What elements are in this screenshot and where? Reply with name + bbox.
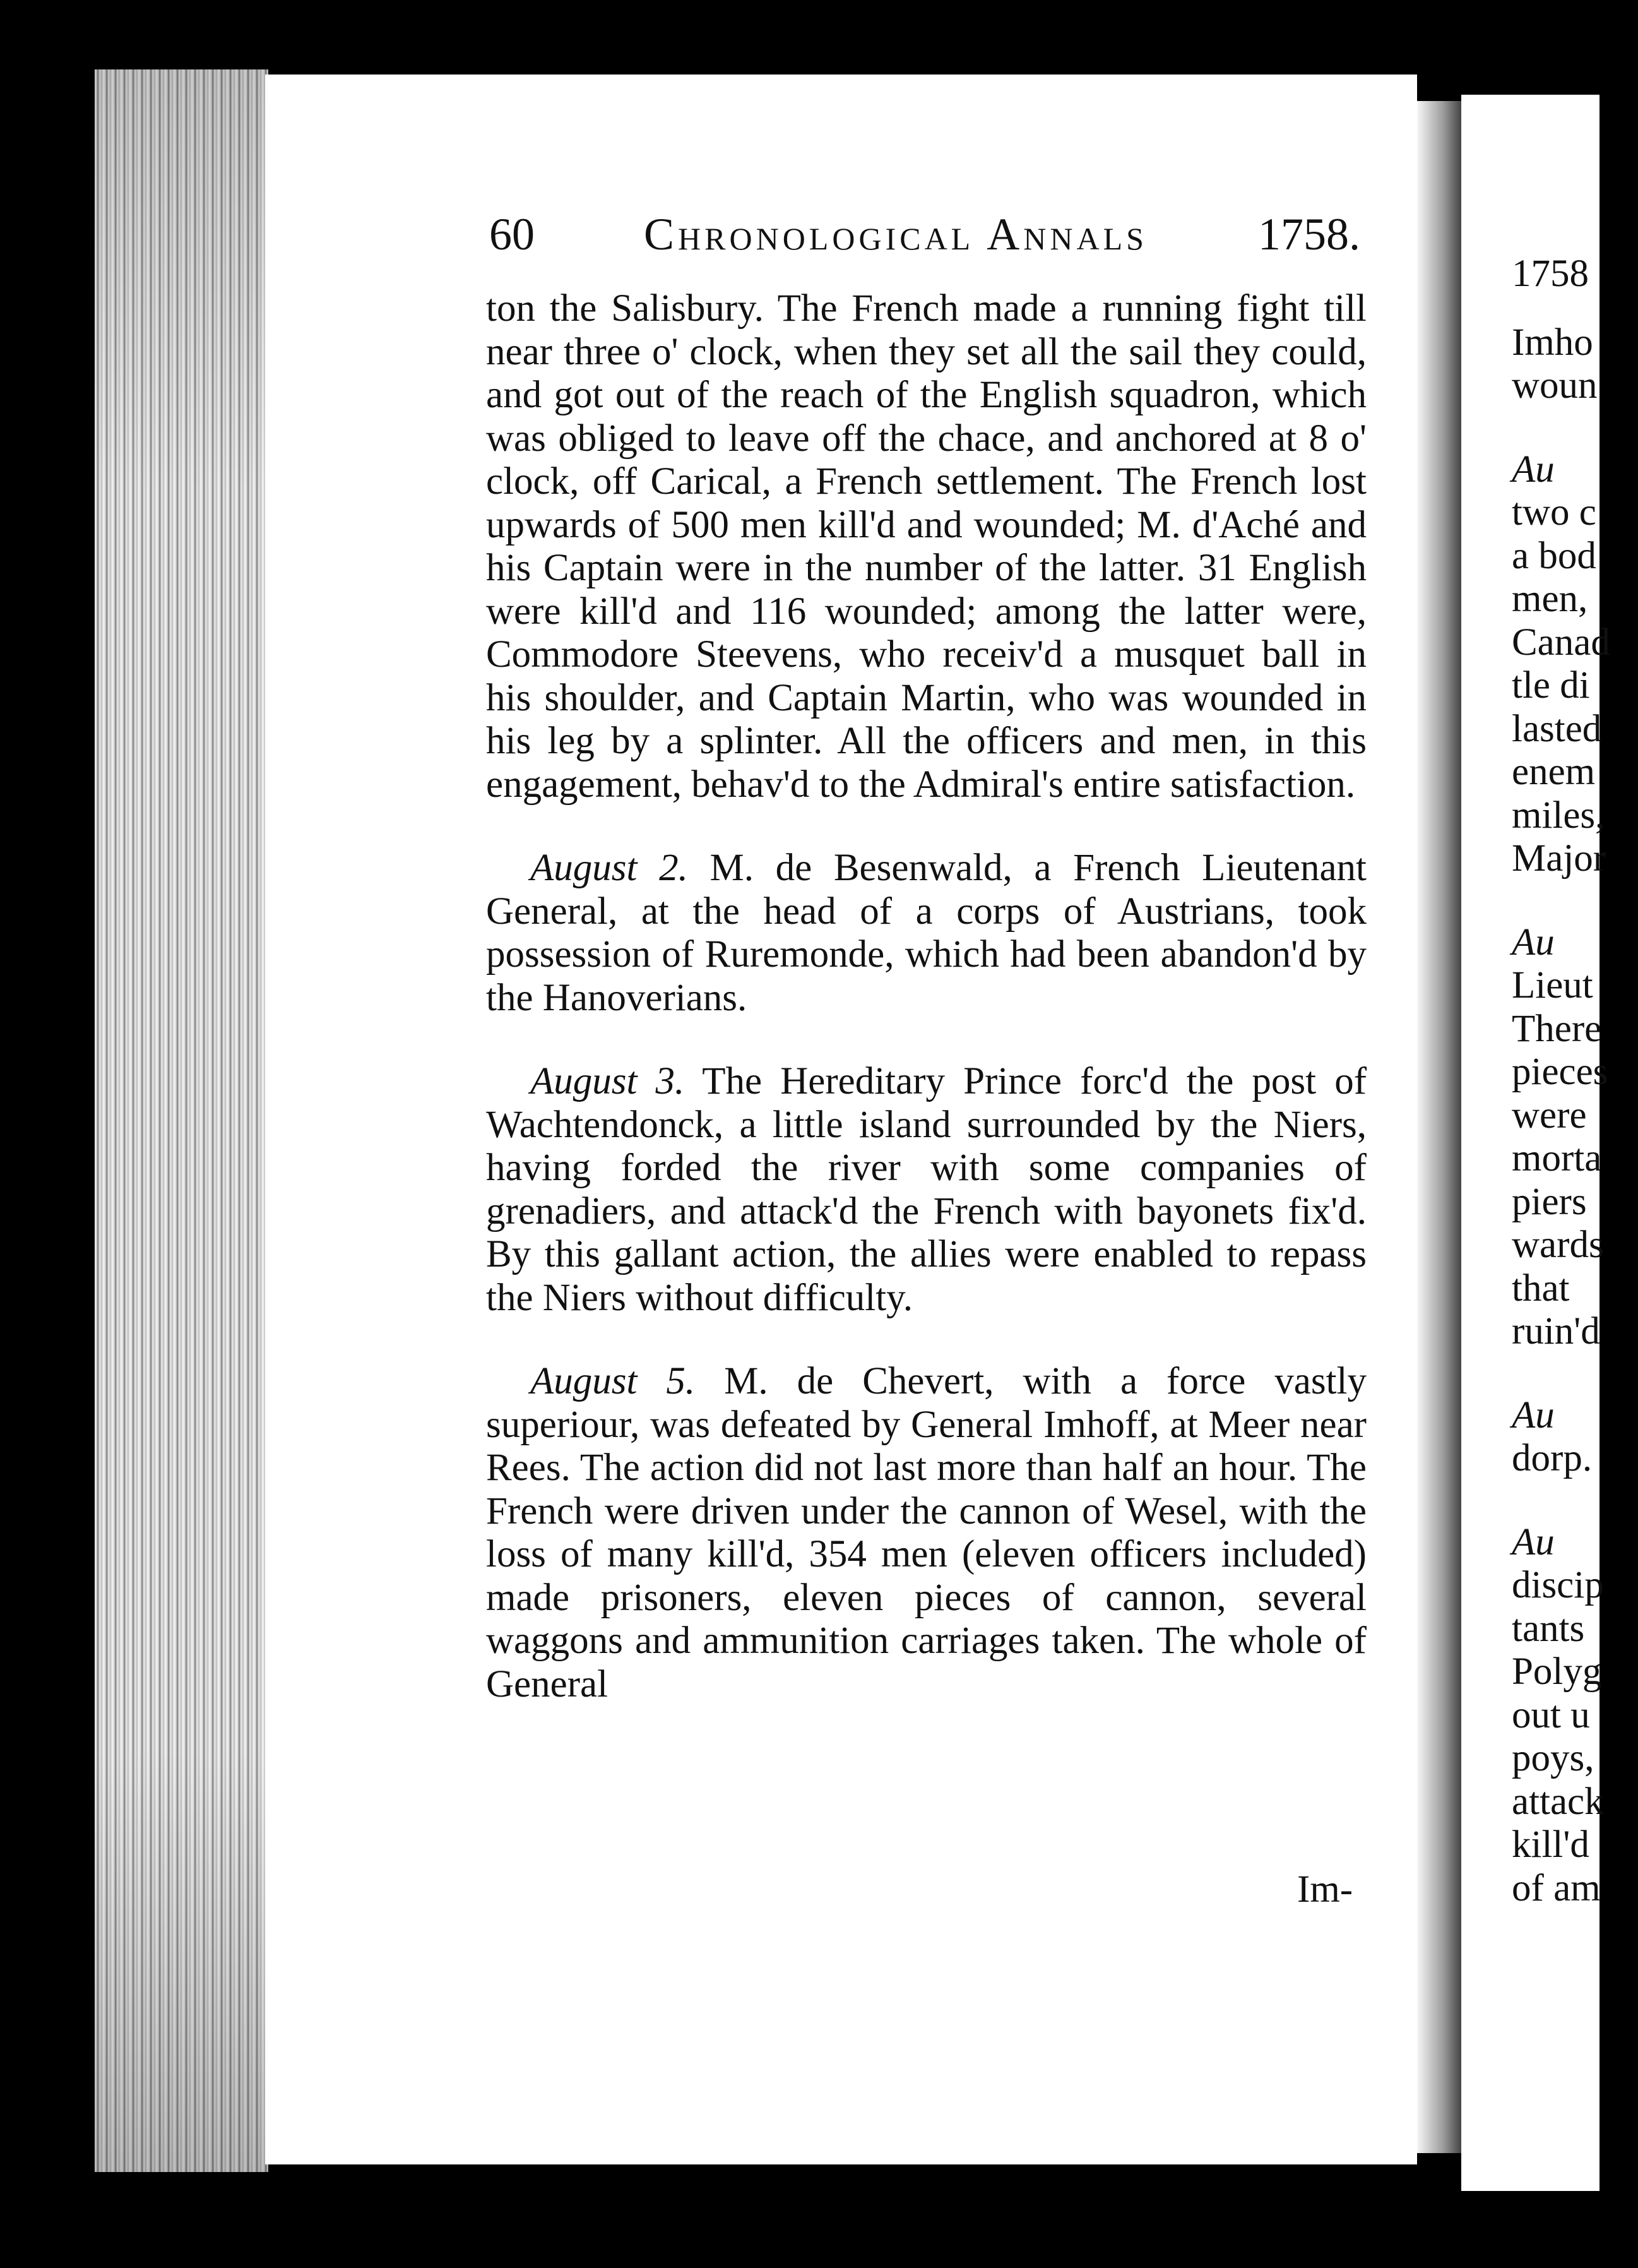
paragraph-continued	[486, 287, 1367, 806]
facing-line: wards	[1512, 1224, 1604, 1266]
facing-line: Au	[1512, 448, 1555, 491]
entry-august-3	[486, 1060, 1367, 1320]
entry-august-5	[486, 1360, 1367, 1706]
facing-gap	[1512, 881, 1638, 921]
facing-running-head: 1758	[1512, 253, 1589, 295]
facing-line: Au	[1512, 1520, 1555, 1563]
facing-line: Au	[1512, 921, 1555, 964]
facing-line: ruin'd	[1512, 1310, 1600, 1352]
facing-line: pieces	[1512, 1051, 1608, 1093]
facing-line: Lieut	[1512, 964, 1593, 1006]
facing-line: two c	[1512, 491, 1596, 534]
running-year: 1758.	[1258, 209, 1360, 260]
catchword: Im-	[1297, 1868, 1353, 1911]
paragraph-text: ton the Salisbury. The French made a running fight till near three o' clock, when they set all the sail they could, and got out of the reach of the English squadron, which was obliged to leave off the chace, and anchored at 8 o' clock, off Carical, a French settlement. The French lost upwards of 500 men kill'd and wounded; M. d'Aché and his Captain were in the number of the latter. 31 English were kill'd and 116 wounded; among the latter were, Commodore Steevens, who receiv'd a musquet ball in his shoulder, and Captain Martin, who was wounded in his leg by a splinter. All the officers and men, in this engagement, behav'd to the Admiral's entire satisfaction.	[486, 287, 1367, 806]
entry-august-2	[486, 847, 1367, 1020]
facing-line: attack	[1512, 1780, 1604, 1823]
facing-line: dorp.	[1512, 1437, 1593, 1479]
facing-line: lasted	[1512, 707, 1602, 750]
facing-line: morta	[1512, 1137, 1602, 1179]
facing-line: men,	[1512, 578, 1588, 620]
facing-line: Canad	[1512, 621, 1610, 664]
entry-text: M. de Besenwald, a French Lieutenant General, at the head of a corps of Austrians, took possession of Ruremonde, which had been abandon'd by the Hanoverians.	[486, 847, 1367, 1019]
facing-line: a bod	[1512, 534, 1596, 577]
facing-line: Major	[1512, 837, 1606, 880]
facing-gap	[1512, 408, 1638, 448]
page-number: 60	[489, 209, 535, 260]
page-block-edge	[95, 69, 268, 2172]
facing-line: poys,	[1512, 1737, 1594, 1779]
facing-line: tle di	[1512, 664, 1590, 707]
entry-date: August 2.	[530, 847, 688, 889]
facing-line: that	[1512, 1267, 1570, 1310]
facing-line: out u	[1512, 1693, 1590, 1736]
facing-gap	[1512, 1481, 1638, 1521]
facing-line: kill'd	[1512, 1823, 1589, 1866]
entry-date: August 3.	[530, 1060, 685, 1102]
facing-line: enem	[1512, 751, 1596, 793]
entry-text: M. de Chevert, with a force vastly superiour, was defeated by General Imhoff, at Meer near Rees. The action did not last more than half an hour. The French were driven under the cannon of Wesel, with the loss of many kill'd, 354 men (eleven officers included) made prisoners, eleven pieces of cannon, several waggons and ammunition carriages taken. The whole of General	[486, 1360, 1367, 1705]
facing-line: Polyg	[1512, 1650, 1602, 1693]
facing-gap	[1512, 1354, 1638, 1394]
entry-text: The Hereditary Prince forc'd the post of Wachtendonck, a little island surrounded by the Niers, having forded the river with some companies of grenadiers, and attack'd the French with bayonets fix'd. By this gallant action, the allies were enabled to repass the Niers without difficulty.	[486, 1060, 1367, 1319]
facing-line: discip	[1512, 1564, 1604, 1606]
facing-line: There	[1512, 1007, 1602, 1050]
facing-lines	[1512, 321, 1638, 1911]
entry-date: August 5.	[530, 1360, 696, 1402]
book-gutter	[1417, 101, 1461, 2153]
facing-line: of am	[1512, 1866, 1601, 1909]
facing-line: woun	[1512, 364, 1598, 407]
facing-page-text	[1512, 253, 1638, 1910]
facing-line: Imho	[1512, 321, 1593, 364]
facing-line: piers	[1512, 1180, 1587, 1223]
running-head	[489, 208, 1373, 278]
running-title: Chronological Annals	[644, 209, 1148, 260]
facing-line: were	[1512, 1094, 1587, 1137]
facing-line: Au	[1512, 1394, 1555, 1436]
main-text	[486, 287, 1367, 1706]
facing-line: miles,	[1512, 794, 1605, 837]
facing-line: tants	[1512, 1607, 1585, 1650]
